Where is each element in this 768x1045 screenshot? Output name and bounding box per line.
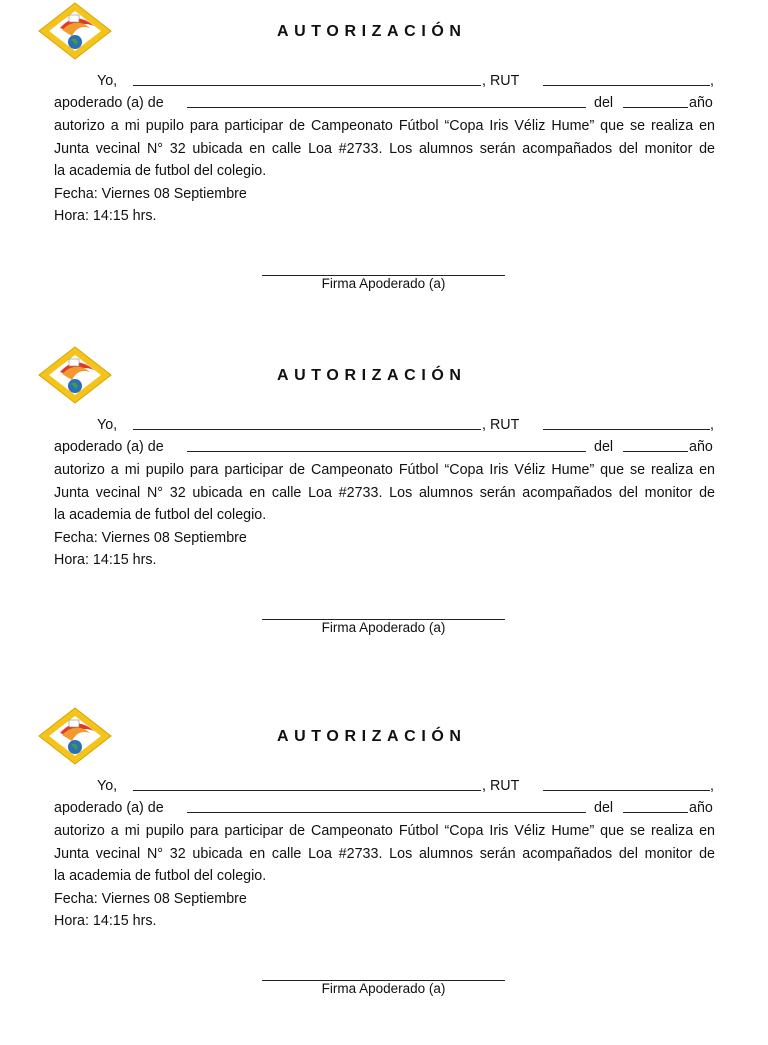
authorization-form — [0, 0, 768, 340]
body-line-2: Junta vecinal N° 32 ubicada en calle Loa #2733. Los alumnos serán acompañados del monitor de — [54, 846, 715, 862]
yo-label: Yo, — [97, 73, 118, 89]
grade-field[interactable] — [623, 812, 688, 813]
apoderado-label: apoderado (a) de — [54, 800, 164, 816]
rut-field[interactable] — [543, 790, 710, 791]
school-crest-logo — [38, 707, 112, 765]
signature-label: Firma Apoderado (a) — [321, 276, 446, 291]
signature-label: Firma Apoderado (a) — [321, 981, 446, 996]
name-field[interactable] — [133, 790, 481, 791]
body-line-1: autorizo a mi pupilo para participar de Campeonato Fútbol “Copa Iris Véliz Hume” que se realiza en — [54, 462, 715, 478]
pupil-name-field[interactable] — [187, 812, 586, 813]
body-line-3: la academia de futbol del colegio. — [54, 163, 267, 179]
hora-text: Hora: 14:15 hrs. — [54, 552, 157, 568]
anio-label: año — [689, 439, 713, 455]
hora-text: Hora: 14:15 hrs. — [54, 208, 157, 224]
yo-rut-row — [54, 71, 715, 91]
del-label: del — [594, 95, 614, 111]
del-label: del — [594, 439, 614, 455]
signature-label: Firma Apoderado (a) — [321, 620, 446, 635]
authorization-form — [0, 705, 768, 1045]
body-line-1: autorizo a mi pupilo para participar de Campeonato Fútbol “Copa Iris Véliz Hume” que se realiza en — [54, 118, 715, 134]
comma: , — [710, 778, 714, 794]
apoderado-label: apoderado (a) de — [54, 95, 164, 111]
grade-field[interactable] — [623, 451, 688, 452]
grade-field[interactable] — [623, 107, 688, 108]
anio-label: año — [689, 800, 713, 816]
yo-rut-row — [54, 776, 715, 796]
rut-label: , RUT — [482, 73, 520, 89]
apoderado-row — [54, 437, 715, 457]
anio-label: año — [689, 95, 713, 111]
rut-field[interactable] — [543, 85, 710, 86]
school-crest-logo — [38, 2, 112, 60]
school-crest-logo — [38, 346, 112, 404]
name-field[interactable] — [133, 429, 481, 430]
rut-field[interactable] — [543, 429, 710, 430]
body-line-2: Junta vecinal N° 32 ubicada en calle Loa #2733. Los alumnos serán acompañados del monitor de — [54, 485, 715, 501]
body-line-3: la academia de futbol del colegio. — [54, 507, 267, 523]
body-line-1: autorizo a mi pupilo para participar de Campeonato Fútbol “Copa Iris Véliz Hume” que se realiza en — [54, 823, 715, 839]
del-label: del — [594, 800, 614, 816]
apoderado-label: apoderado (a) de — [54, 439, 164, 455]
rut-label: , RUT — [482, 778, 520, 794]
form-title: AUTORIZACIÓN — [277, 728, 467, 745]
comma: , — [710, 417, 714, 433]
yo-rut-row — [54, 415, 715, 435]
name-field[interactable] — [133, 85, 481, 86]
apoderado-row — [54, 93, 715, 113]
hora-text: Hora: 14:15 hrs. — [54, 913, 157, 929]
fecha-text: Fecha: Viernes 08 Septiembre — [54, 891, 247, 907]
pupil-name-field[interactable] — [187, 451, 586, 452]
comma: , — [710, 73, 714, 89]
form-title: AUTORIZACIÓN — [277, 367, 467, 384]
form-title: AUTORIZACIÓN — [277, 23, 467, 40]
pupil-name-field[interactable] — [187, 107, 586, 108]
apoderado-row — [54, 798, 715, 818]
yo-label: Yo, — [97, 417, 118, 433]
body-line-2: Junta vecinal N° 32 ubicada en calle Loa #2733. Los alumnos serán acompañados del monitor de — [54, 141, 715, 157]
rut-label: , RUT — [482, 417, 520, 433]
body-line-3: la academia de futbol del colegio. — [54, 868, 267, 884]
fecha-text: Fecha: Viernes 08 Septiembre — [54, 530, 247, 546]
yo-label: Yo, — [97, 778, 118, 794]
authorization-form — [0, 344, 768, 684]
fecha-text: Fecha: Viernes 08 Septiembre — [54, 186, 247, 202]
